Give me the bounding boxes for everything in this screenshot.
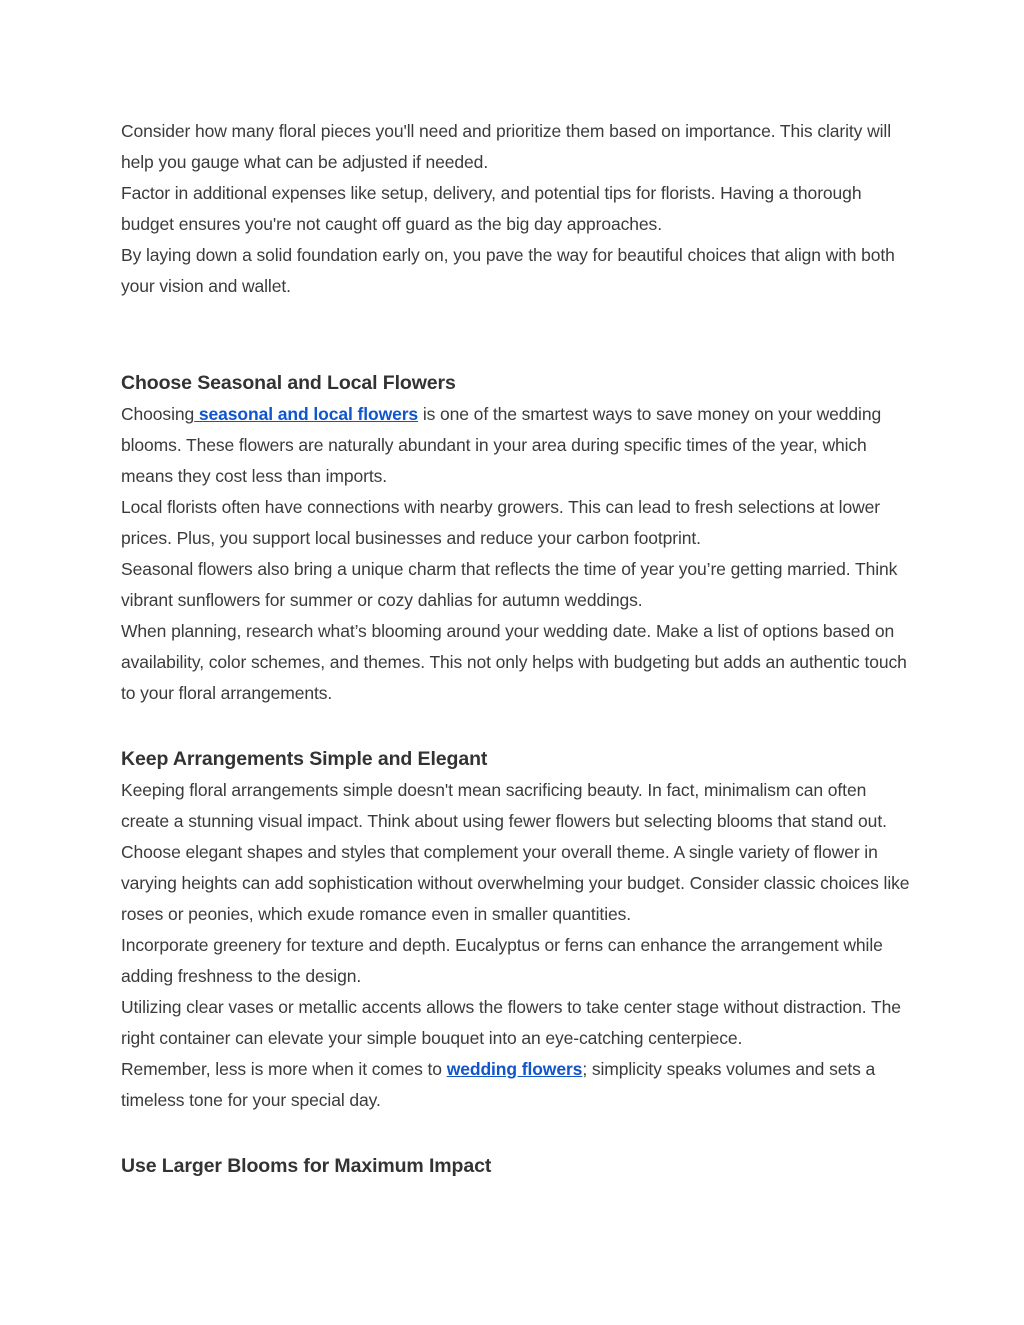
section-spacer [121,1116,911,1151]
simple-paragraph-1: Keeping floral arrangements simple doesn't mean sacrificing beauty. In fact, minimalism can often create a stunning visual impact. Think about using fewer flowers but selecting blooms that stand out. [121,780,887,831]
seasonal-paragraph-2: Local florists often have connections with nearby growers. This can lead to fresh selections at lower prices. Plus, you support local businesses and reduce your carbon footprint. [121,497,881,548]
heading-simple-elegant: Keep Arrangements Simple and Elegant [121,748,488,770]
simple-paragraph-2: Choose elegant shapes and styles that complement your overall theme. A single variety of flower in varying heights can add sophistication without overwhelming your budget. Consider classic choices like roses or peonies, which exude romance even in smaller quantities. [121,842,910,924]
seasonal-paragraph-1 [121,399,911,492]
intro-paragraph-1: Consider how many floral pieces you'll need and prioritize them based on importance. This clarity will help you gauge what can be adjusted if needed. [121,121,891,172]
simple-paragraph-3: Incorporate greenery for texture and depth. Eucalyptus or ferns can enhance the arrangement while adding freshness to the design. [121,935,883,986]
intro-paragraph-2: Factor in additional expenses like setup, delivery, and potential tips for florists. Having a thorough budget ensures you're not caught off guard as the big day approaches. [121,183,862,234]
heading-larger-blooms: Use Larger Blooms for Maximum Impact [121,1155,492,1177]
seasonal-p1-before-link: Choosing [121,404,195,424]
heading-seasonal-local-flowers: Choose Seasonal and Local Flowers [121,372,456,394]
seasonal-paragraph-3: Seasonal flowers also bring a unique charm that reflects the time of year you’re getting married. Think vibrant sunflowers for summer or cozy dahlias for autumn weddings. [121,559,898,610]
simple-p5-after-link: ; simplicity speaks volumes and sets a timeless tone for your special day. [121,1059,876,1110]
seasonal-local-flowers-link[interactable]: seasonal and local flowers [194,404,419,424]
document-body [121,116,911,1182]
simple-paragraph-5 [121,1054,911,1116]
wedding-flowers-link[interactable]: wedding flowers [446,1059,583,1079]
simple-p5-before-link: Remember, less is more when it comes to [121,1059,447,1079]
simple-paragraph-4: Utilizing clear vases or metallic accents allows the flowers to take center stage without distraction. The right container can elevate your simple bouquet into an eye-catching centerpiece. [121,997,901,1048]
intro-paragraph-3: By laying down a solid foundation early on, you pave the way for beautiful choices that align with both your vision and wallet. [121,245,895,296]
seasonal-p1-after-link: is one of the smartest ways to save money on your wedding blooms. These flowers are naturally abundant in your area during specific times of the year, which means they cost less than imports. [121,404,882,486]
section-spacer [121,709,911,744]
section-spacer [121,302,911,368]
seasonal-paragraph-4: When planning, research what’s blooming around your wedding date. Make a list of options based on availability, color schemes, and themes. This not only helps with budgeting but adds an authentic touch to your floral arrangements. [121,621,907,703]
